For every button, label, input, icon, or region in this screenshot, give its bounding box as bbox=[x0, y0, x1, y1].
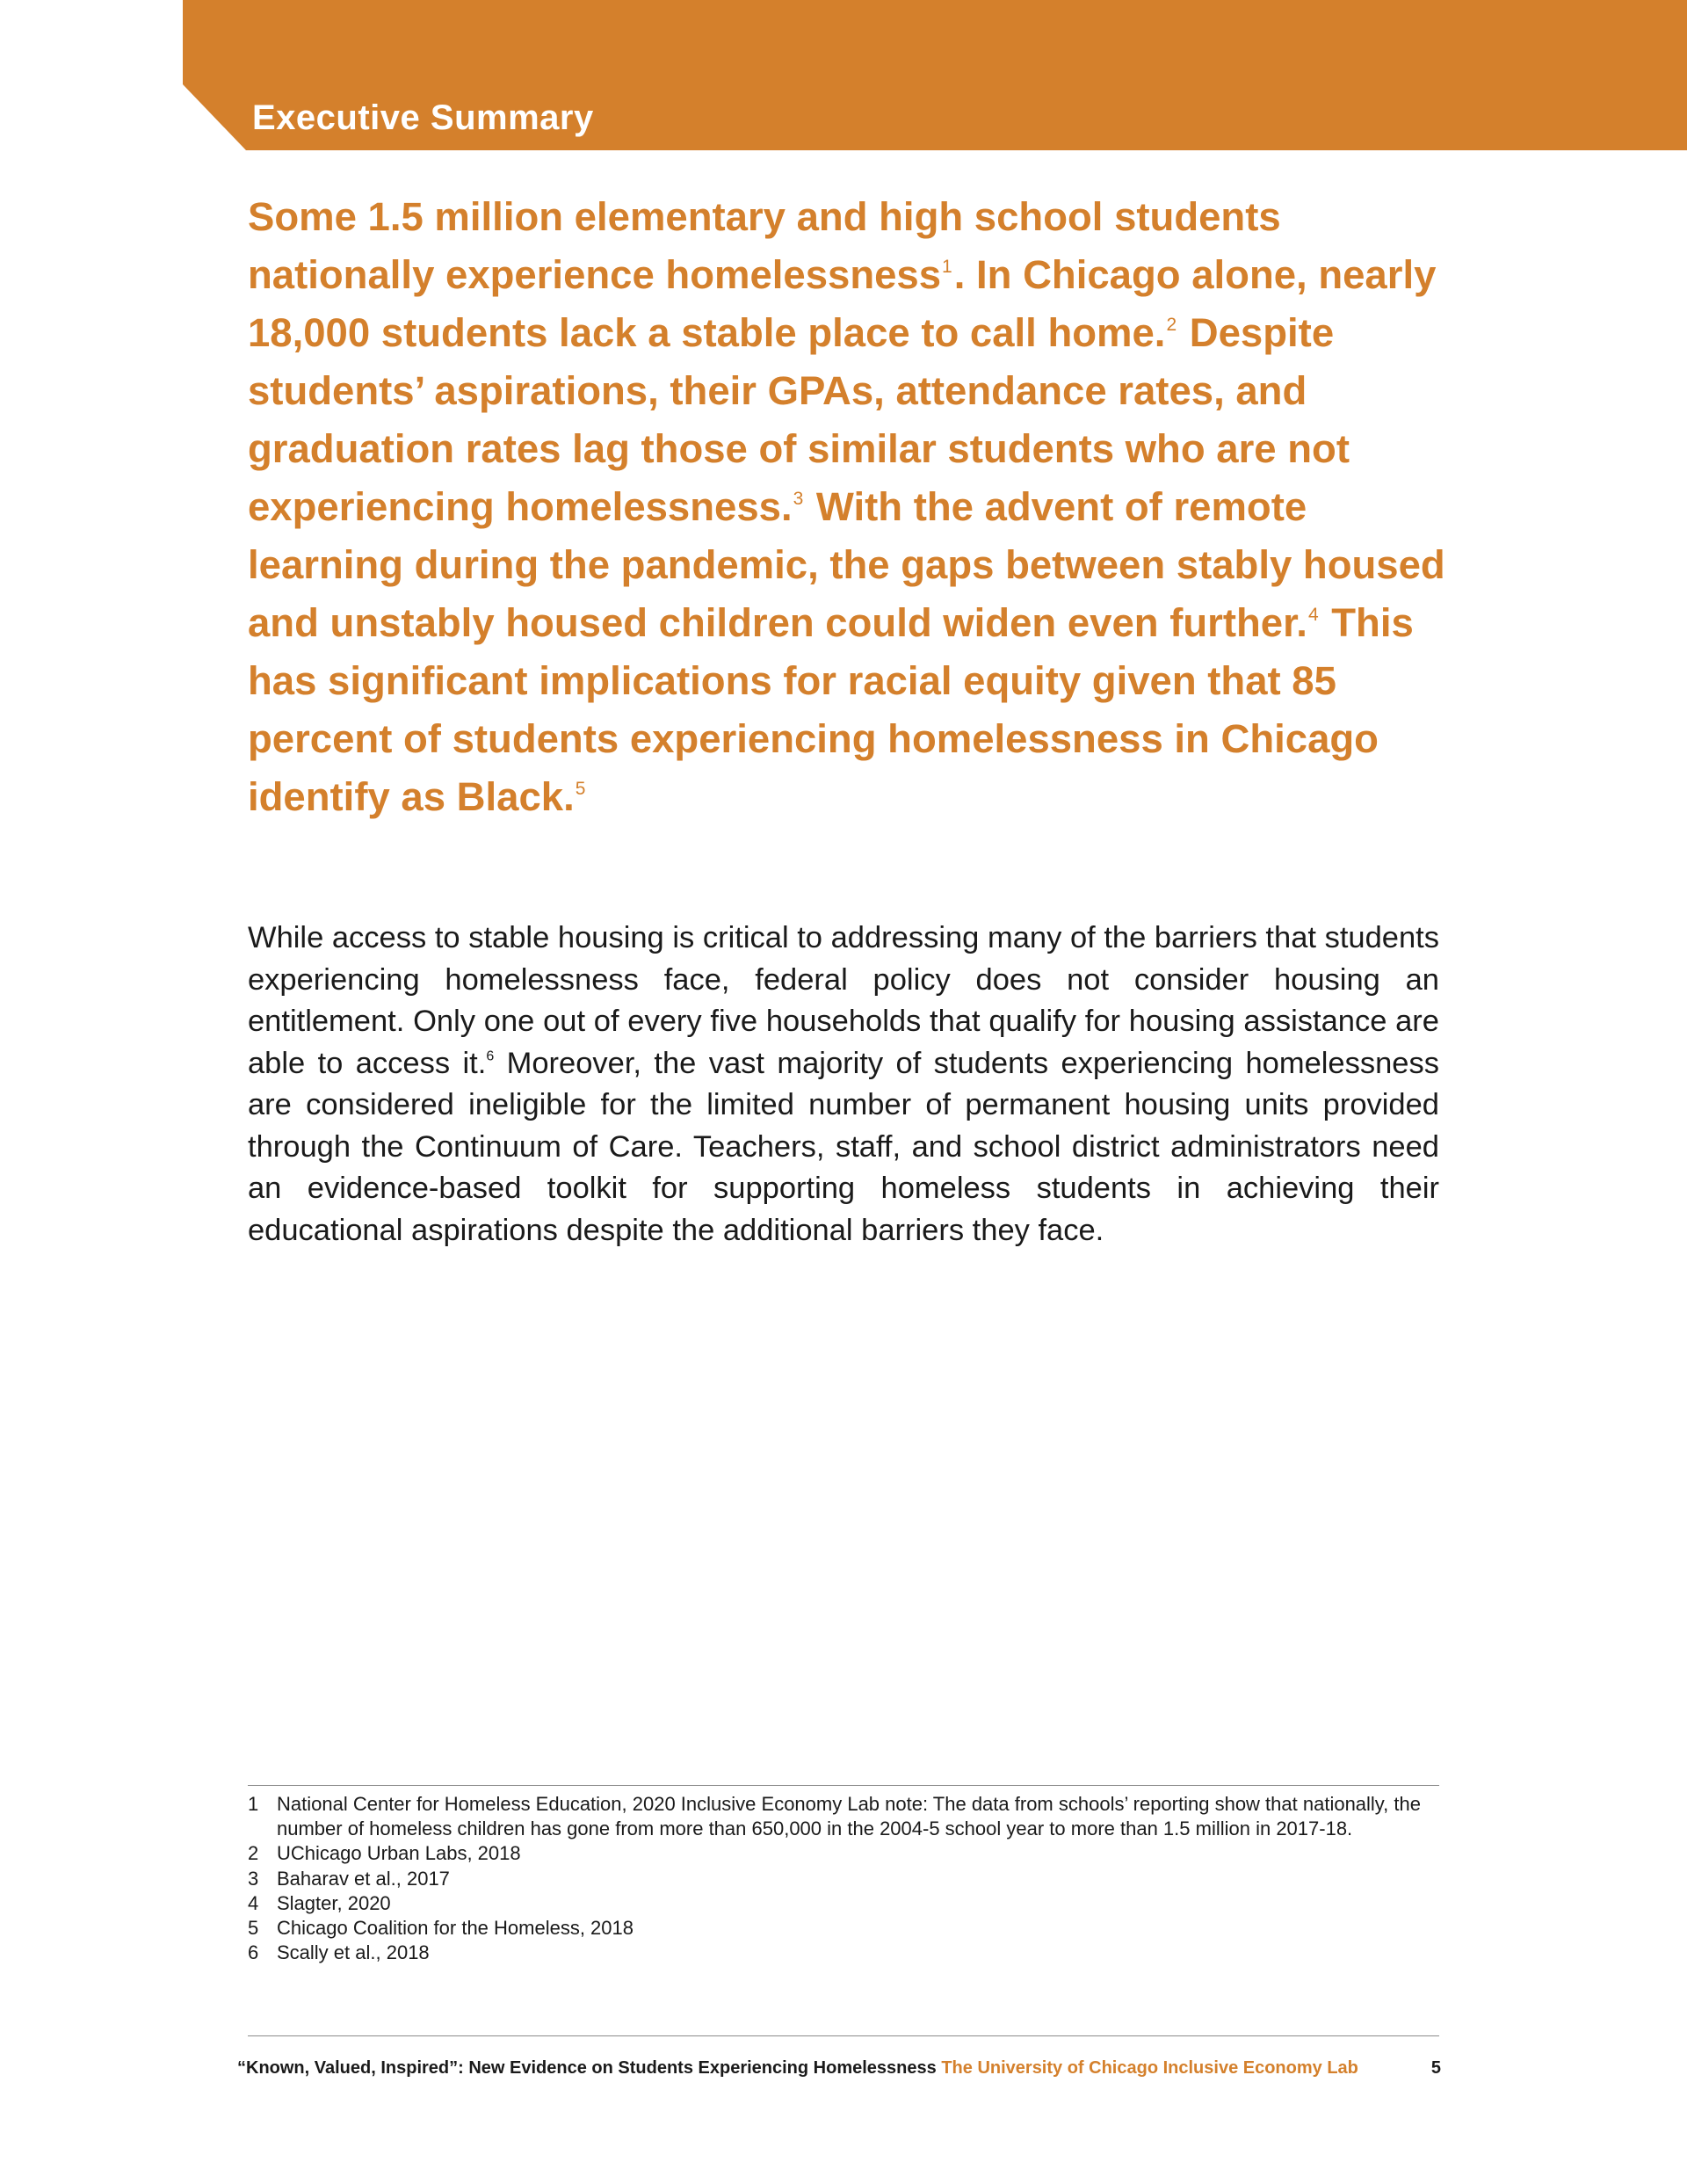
footnotes-divider bbox=[248, 1785, 1439, 1786]
footer-organization: The University of Chicago Inclusive Economy Lab bbox=[941, 2058, 1358, 2078]
pullquote-sentence: With the advent of remote learning during the pandemic, the gaps between stably housed and unstably housed children could widen even further. bbox=[248, 484, 1445, 645]
pullquote-sentence: Despite students’ aspirations, their GPAs, attendance rates, and graduation rates lag those of similar students who are not experiencing homelessness. bbox=[248, 310, 1350, 529]
footnote-number: 4 bbox=[248, 1891, 259, 1914]
footnotes-list bbox=[248, 1792, 1439, 1965]
body-text-run: While access to stable housing is critical to addressing many of the barriers that students experiencing homelessness face, federal policy does not consider housing an entitlement. Only one out of every five households that qualify for housing assistance are able to access it. bbox=[248, 921, 1439, 1080]
footnote-text: Slagter, 2020 bbox=[277, 1891, 391, 1914]
pullquote-sentence: . In Chicago alone, nearly 18,000 students lack a stable place to call home. bbox=[248, 252, 1437, 355]
pullquote bbox=[248, 188, 1460, 826]
footnote-item bbox=[248, 1941, 1439, 1965]
footnote-ref[interactable]: 5 bbox=[575, 779, 586, 800]
footnote-ref[interactable]: 6 bbox=[486, 1048, 495, 1064]
footer-report-title: “Known, Valued, Inspired”: New Evidence on Students Experiencing Homelessness bbox=[237, 2058, 937, 2078]
footnote-ref[interactable]: 4 bbox=[1307, 605, 1319, 626]
footnote-ref[interactable]: 3 bbox=[793, 489, 804, 510]
footnote-text: National Center for Homeless Education, 2020 Inclusive Economy Lab note: The data from schools’ reporting show that nationally, the number of homeless children has gone from more than 650,000 in the 2004-5 school year to more than 1.5 million in 2017-18. bbox=[277, 1793, 1421, 1840]
footnote-item bbox=[248, 1867, 1439, 1891]
footnote-number: 5 bbox=[248, 1917, 259, 1940]
body-paragraph bbox=[248, 918, 1439, 1252]
footnote-ref[interactable]: 1 bbox=[942, 257, 952, 278]
pullquote-sentence: This has significant implications for racial equity given that 85 percent of students experiencing homelessness in Chicago identify as Black. bbox=[248, 600, 1414, 819]
footer-divider bbox=[248, 2035, 1439, 2036]
page-number: 5 bbox=[1430, 2058, 1441, 2078]
footnote-number: 2 bbox=[248, 1842, 259, 1865]
footnote-number: 6 bbox=[248, 1941, 259, 1964]
body-text-run: Moreover, the vast majority of students experiencing homelessness are considered ineligible for the limited number of permanent housing units provided through the Continuum of Care. Teachers, staff, and school district administrators need an evidence-based toolkit for supporting homeless students in achieving their educational aspirations despite the additional barriers they face. bbox=[248, 1046, 1439, 1247]
footnote-text: UChicago Urban Labs, 2018 bbox=[277, 1842, 521, 1865]
footnote-number: 1 bbox=[248, 1793, 259, 1815]
footnote-number: 3 bbox=[248, 1867, 259, 1890]
footnote-ref[interactable]: 2 bbox=[1166, 315, 1177, 336]
page-footer bbox=[237, 2058, 1441, 2079]
section-title: Executive Summary bbox=[252, 98, 594, 137]
pullquote-sentence: Some 1.5 million elementary and high school students nationally experience homelessness bbox=[248, 194, 1281, 297]
footnote-text: Scally et al., 2018 bbox=[277, 1941, 430, 1964]
footnote-item bbox=[248, 1841, 1439, 1866]
footnote-item bbox=[248, 1792, 1439, 1841]
footnote-item bbox=[248, 1916, 1439, 1941]
footnote-text: Chicago Coalition for the Homeless, 2018 bbox=[277, 1917, 634, 1940]
footnote-item bbox=[248, 1891, 1439, 1916]
footnote-text: Baharav et al., 2017 bbox=[277, 1867, 450, 1890]
